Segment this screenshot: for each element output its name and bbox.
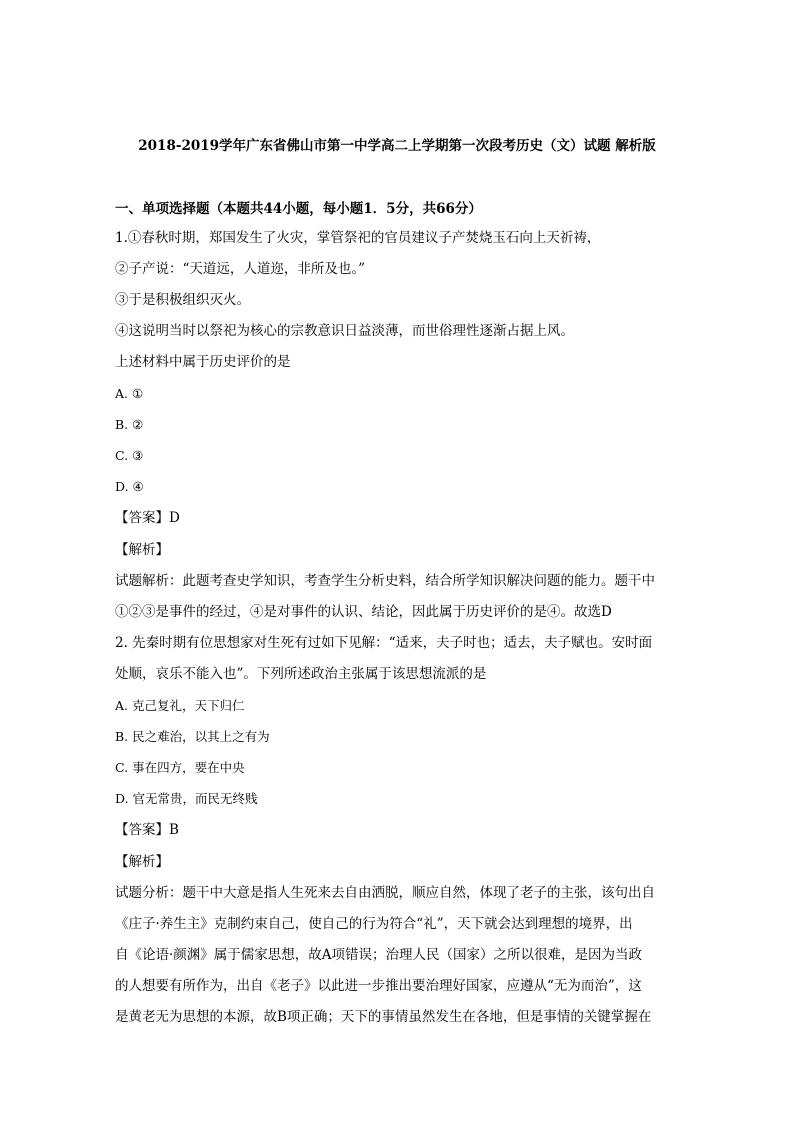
q2-analysis-line: 试题分析：题干中大意是指人生死来去自由洒脱，顺应自然，体现了老子的主张，该句出自: [115, 885, 655, 901]
q1-analysis-line: ①②③是事件的经过，④是对事件的认识、结论，因此属于历史评价的是④。故选D: [115, 604, 612, 620]
q1-option-c: C. ③: [115, 448, 144, 463]
q1-stem-line: ②子产说：“天道远，人道迩，非所及也。”: [115, 261, 366, 277]
q1-analysis-label: 【解析】: [115, 542, 169, 558]
q2-answer: 【答案】B: [115, 822, 179, 838]
q2-analysis-line: 的人想要有所作为，出自《老子》以此进一步推出要治理好国家，应遵从“无为而治”，这: [115, 978, 642, 994]
q2-analysis-label: 【解析】: [115, 854, 169, 870]
q2-analysis-line: 是黄老无为思想的本源，故B项正确；天下的事情虽然发生在各地，但是事情的关键掌握在: [115, 1009, 652, 1025]
q1-stem-line: ④这说明当时以祭祀为核心的宗教意识日益淡薄，而世俗理性逐渐占据上风。: [115, 323, 574, 339]
q2-option-c: C. 事在四方，要在中央: [115, 760, 245, 775]
q1-analysis-line: 试题解析：此题考查史学知识，考查学生分析史料，结合所学知识解决问题的能力。题干中: [115, 573, 655, 589]
q2-analysis-line: 自《论语·颜渊》属于儒家思想，故A项错误；治理人民（国家）之所以很难，是因为当政: [115, 947, 643, 963]
q1-stem-line: 1.①春秋时期，郑国发生了火灾，掌管祭祀的官员建议子产焚烧玉石向上天祈祷，: [115, 230, 601, 246]
q2-stem-line: 2. 先秦时期有位思想家对生死有过如下见解：“适来，夫子时也；适去，夫子赋也。安时面: [115, 635, 653, 651]
q2-option-b: B. 民之难治，以其上之有为: [115, 729, 270, 744]
q2-analysis-line: 《庄子·养生主》克制约束自己，使自己的行为符合“礼”，天下就会达到理想的境界，出: [115, 916, 633, 932]
q2-option-d: D. 官无常贵，而民无终贱: [115, 791, 258, 806]
document-title: 2018-2019学年广东省佛山市第一中学高二上学期第一次段考历史（文）试题 解析版: [138, 138, 656, 154]
q1-answer: 【答案】D: [115, 510, 180, 526]
q1-option-b: B. ②: [115, 417, 144, 432]
q1-option-d: D. ④: [115, 479, 144, 494]
q1-stem-line: ③于是积极组织灭火。: [115, 292, 250, 308]
q2-stem-line: 处顺，哀乐不能入也”。下列所述政治主张属于该思想流派的是: [115, 666, 487, 682]
q1-stem-line: 上述材料中属于历史评价的是: [115, 354, 291, 370]
q2-option-a: A. 克己复礼，天下归仁: [115, 698, 245, 713]
section-heading: 一、单项选择题（本题共44小题，每小题1．5分，共66分）: [115, 201, 482, 217]
q1-option-a: A. ①: [115, 386, 144, 401]
